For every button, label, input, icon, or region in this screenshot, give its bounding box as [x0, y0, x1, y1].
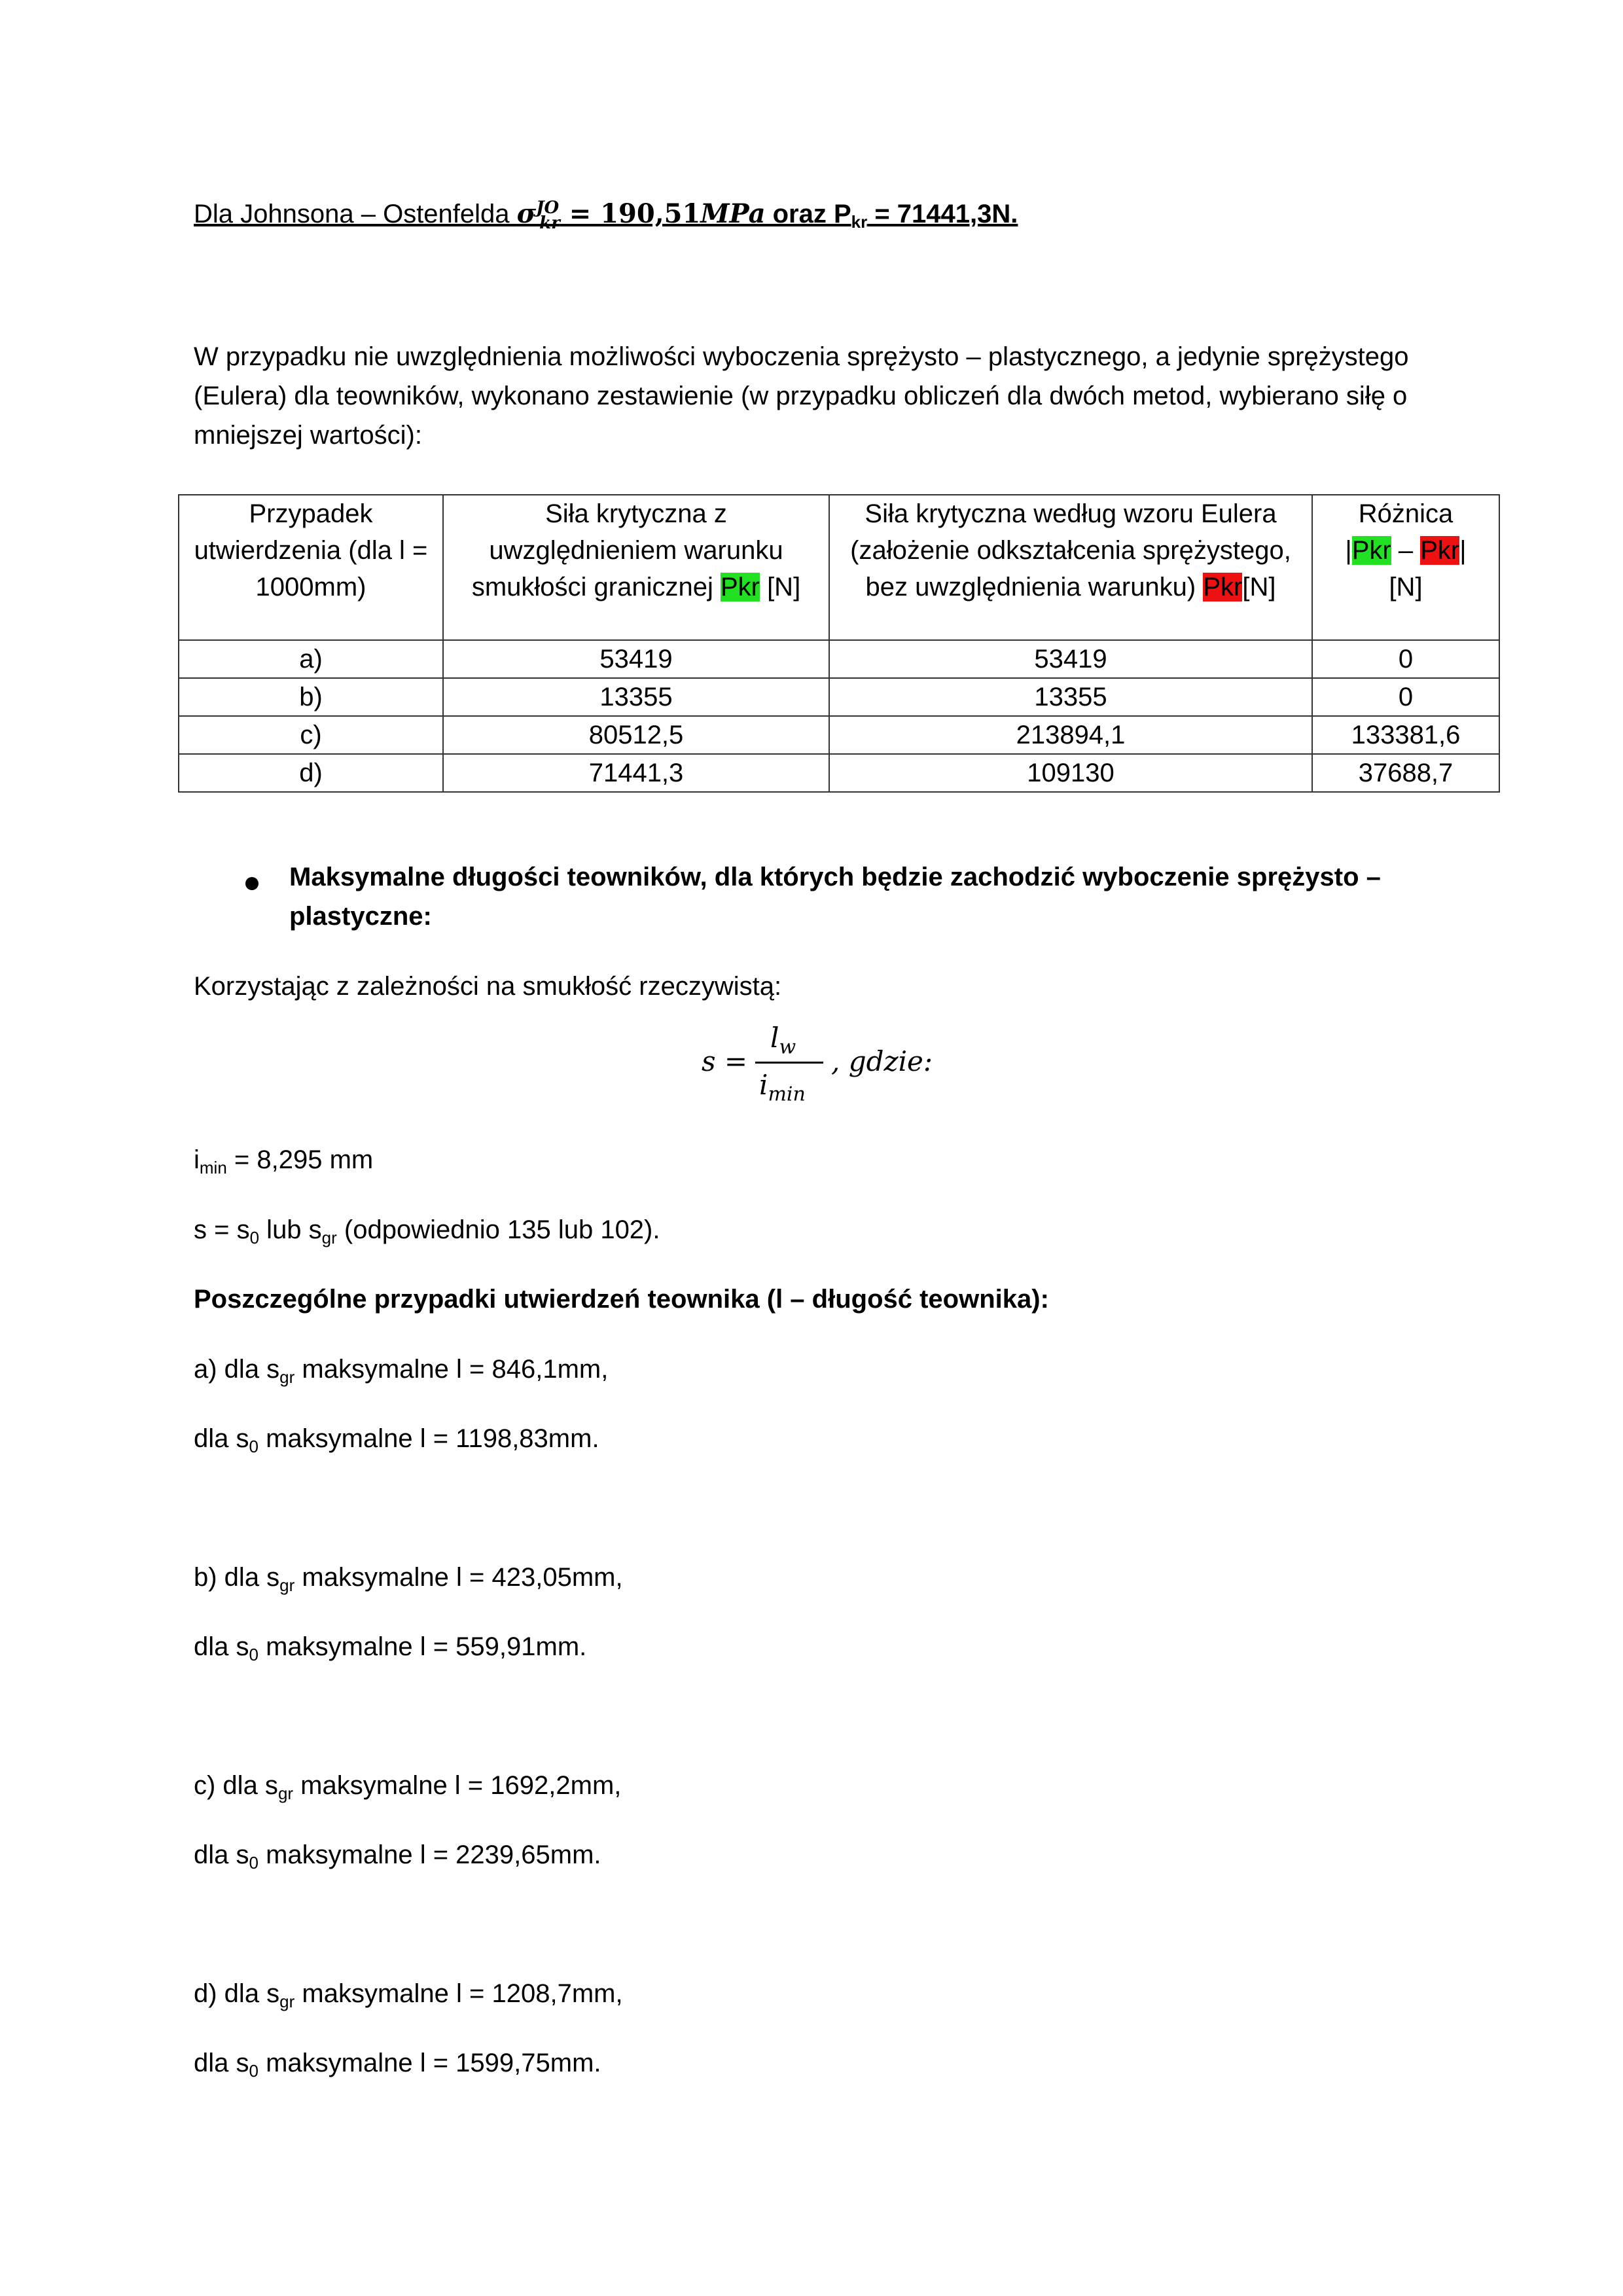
heading-prefix: Dla Johnsona – Ostenfelda	[194, 200, 517, 228]
case-b-s0: dla $s_0$ maksymalne l = 559,91mm.	[194, 1632, 587, 1664]
imin-definition: $i_{min} = 8,295$ mm	[194, 1145, 374, 1177]
intro-paragraph: W przypadku nie uwzględnienia możliwości wyboczenia sprężysto – plastycznego, a jedynie sprężystego (Eulera) dla teowników, wykonano zestawienie (w przypadku obliczeń dla dwóch metod, wybierano siłę o mniejszej wartości):	[194, 342, 1409, 450]
table-header-row	[179, 495, 1499, 640]
sigma-unit: MPa	[700, 198, 766, 229]
header-difference: Różnica |Pkr – Pkr| [N]	[1312, 495, 1499, 640]
header-with-condition: Siła krytyczna z uwzględnieniem warunku smukłości granicznej Pkr [N]	[443, 495, 829, 640]
critical-force-table	[178, 494, 1500, 793]
case-c-s0: dla $s_0$ maksymalne l = 2239,65mm.	[194, 1840, 601, 1873]
header-euler: Siła krytyczna według wzoru Eulera (założenie odkształcenia sprężystego, bez uwzględnienia warunku) Pkr[N]	[829, 495, 1312, 640]
case-a-s0: dla $s_0$ maksymalne l = 1198,83mm.	[194, 1424, 599, 1456]
slenderness-intro: Korzystając z zależności na smukłość rzeczywistą:	[194, 972, 782, 1001]
header-case: Przypadek utwierdzenia (dla l = 1000mm)	[179, 495, 443, 640]
case-d-s0: dla $s_0$ maksymalne l = 1599,75mm.	[194, 2049, 601, 2081]
cases-heading: Poszczególne przypadki utwierdzeń teownika (l – długość teownika):	[194, 1285, 1049, 1314]
fraction-bar	[755, 1062, 823, 1064]
case-d-sgr: d) dla $s_{gr}$ maksymalne l = 1208,7mm,	[194, 1979, 623, 2011]
s-definition: $s = s_0$ lub $s_{gr}$ (odpowiednio 135 lub 102).	[194, 1215, 660, 1247]
case-a-sgr: a) dla $s_{gr}$ maksymalne l = 846,1mm,	[194, 1355, 609, 1387]
case-c-sgr: c) dla $s_{gr}$ maksymalne l = 1692,2mm,	[194, 1771, 622, 1803]
sigma-value: = 190,51	[560, 198, 701, 229]
case-b-sgr: b) dla $s_{gr}$ maksymalne l = 423,05mm,	[194, 1563, 623, 1595]
table-row: a) 53419 53419 0	[179, 640, 1499, 678]
table-row: b) 13355 13355 0	[179, 678, 1499, 716]
sigma-symbol: $\sigma^{JO}_{kr}$	[516, 198, 560, 233]
oraz-pkr: oraz P	[765, 200, 851, 228]
pkr-value: = 71441,3N.	[867, 200, 1018, 228]
table-row: c) 80512,5 213894,1 133381,6	[179, 716, 1499, 754]
bullet-heading: Maksymalne długości teowników, dla których będzie zachodzić wyboczenie sprężysto – plastyczne:	[289, 863, 1381, 931]
table-row: d) 71441,3 109130 37688,7	[179, 754, 1499, 792]
bullet-icon	[245, 877, 259, 890]
johnson-ostenfeld-result: Dla Johnsona – Ostenfelda $\sigma^{JO}_{kr} = 190,51MPa$ oraz $P_{kr} = 71441,3N$.	[194, 198, 1018, 233]
